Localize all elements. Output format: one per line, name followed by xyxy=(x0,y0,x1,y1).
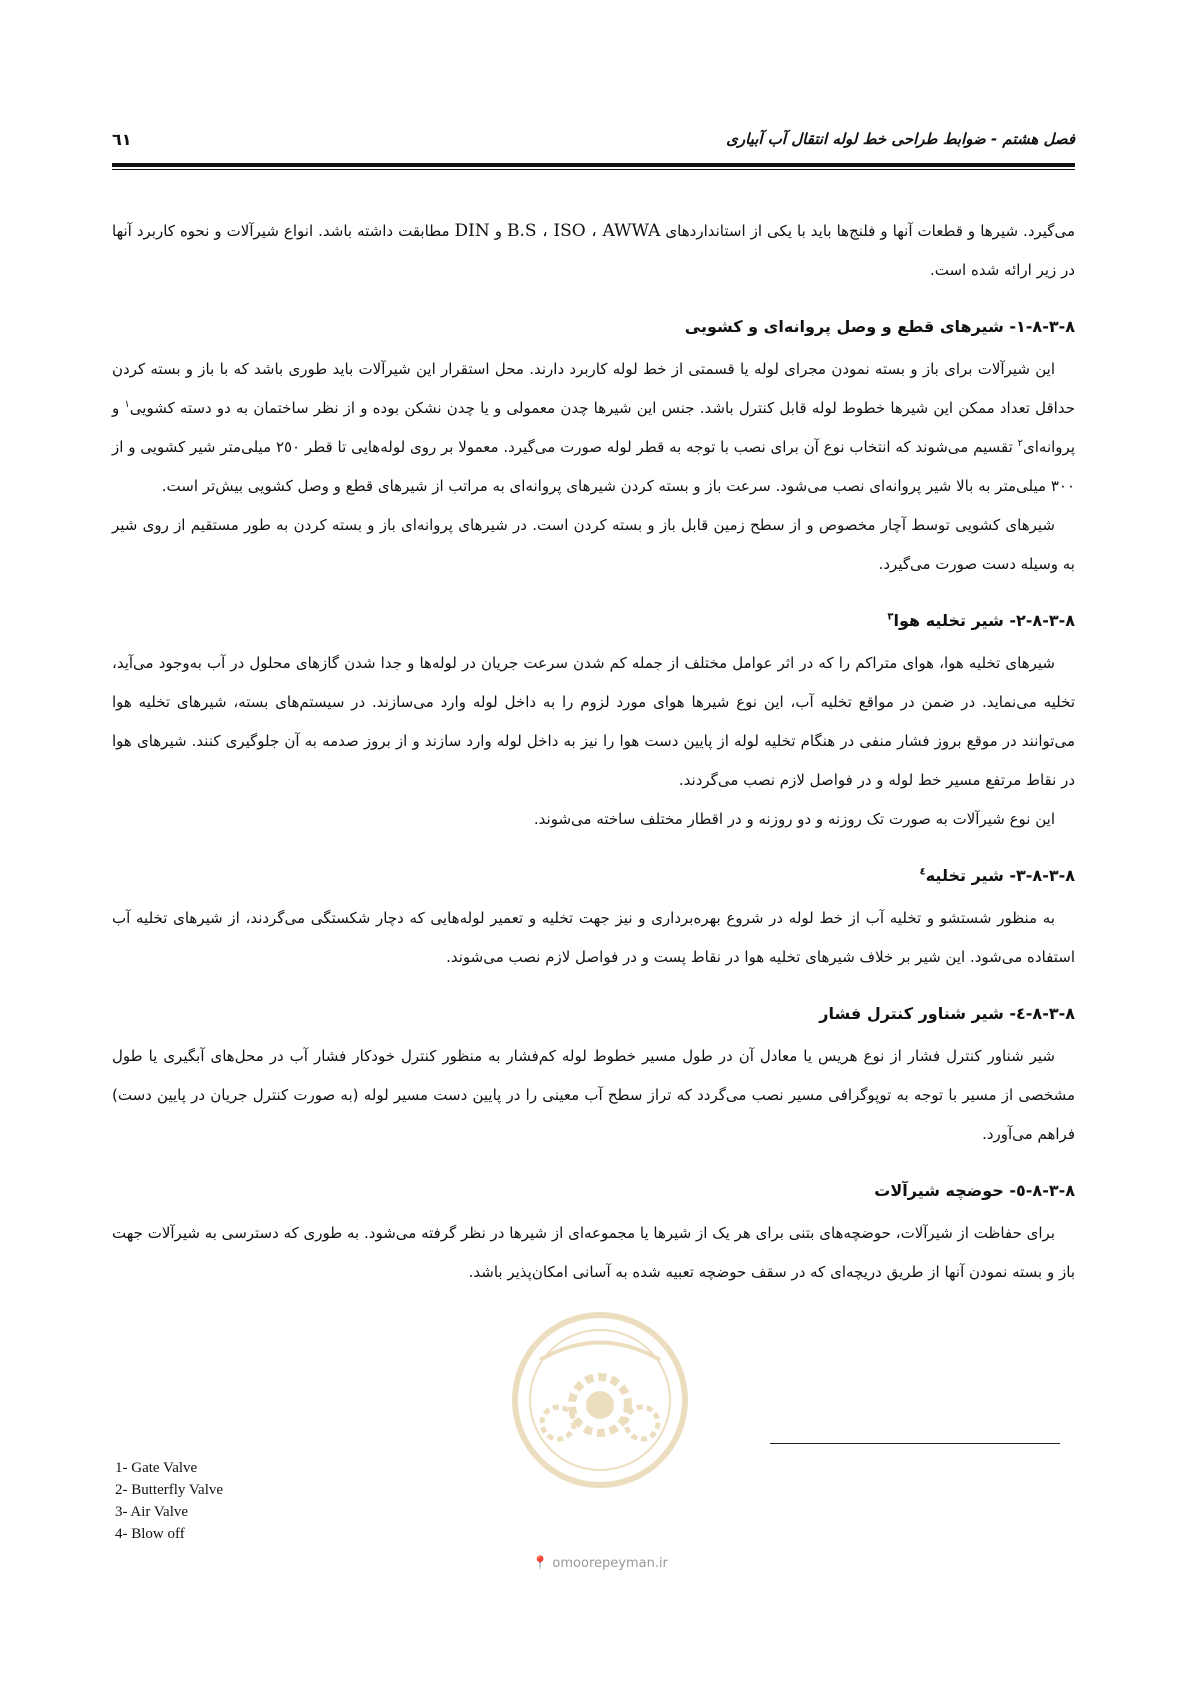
intro-conjunction: و xyxy=(489,222,508,240)
watermark-logo-icon xyxy=(500,1305,700,1495)
watermark-url: 📍 omoorepeyman.ir xyxy=(532,1556,668,1571)
intro-paragraph xyxy=(112,212,1075,290)
footnote-ref-1: ١ xyxy=(124,399,130,410)
section3-paragraph-1: به منظور شستشو و تخلیه آب از خط لوله در شروع بهره‌برداری و نیز جهت تخلیه و تعمیر لوله‌هایی که دچار شکستگی می‌گردند، از شیرهای تخلیه آب استفاده می‌شود. این شیر بر خلاف شیرهای تخلیه هوا در نقاط پست و در فواصل لازم نصب می‌شوند. xyxy=(112,909,1075,966)
main-content xyxy=(112,212,1075,1292)
page-number: ٦١ xyxy=(112,130,132,149)
section1-text-c: تقسیم می‌شوند که انتخاب نوع آن برای نصب با توجه به قطر لوله صورت می‌گیرد. معمولا بر روی لوله‌هایی تا قطر ٢٥٠ میلی‌متر شیر کشویی و از ٣٠٠ میلی‌متر به بالا شیر پروانه‌ای نصب می‌شود. سرعت باز و بسته کردن شیرهای پروانه‌ای به مراتب از شیرهای قطع و وصل کشویی بیش‌تر است. xyxy=(112,438,1075,495)
section1-text-b: و پروانه‌ای xyxy=(112,399,1075,456)
section5-paragraph-1: برای حفاظت از شیرآلات، حوضچه‌های بتنی برای هر یک از شیرها یا مجموعه‌ای از شیرها در نظر گرفته می‌شود. به طوری که دسترسی به شیرآلات جهت باز و بسته نمودن آنها از طریق دریچه‌ای که در سقف حوضچه تعبیه شده به آسانی امکان‌پذیر باشد. xyxy=(112,1224,1075,1281)
standards-list: B.S ، ISO ، AWWA xyxy=(507,221,661,241)
section4-paragraph-1: شیر شناور کنترل فشار از نوع هریس یا معادل آن در طول مسیر خطوط لوله کم‌فشار به منظور کنترل خودکار فشار آب در محل‌های آبگیری یا طول مشخصی از مسیر با توجه به توپوگرافی مسیر نصب می‌گردد که تراز سطح آب معینی را در پایین دست مسیر لوله (به صورت کنترل جریان در پایین دست) فراهم می‌آورد. xyxy=(112,1047,1075,1143)
intro-text-start: می‌گیرد. شیرها و قطعات آنها و فلنج‌ها باید با یکی از استانداردهای xyxy=(660,222,1075,240)
footnote-1: 1- Gate Valve xyxy=(115,1460,198,1476)
footnote-3: 3- Air Valve xyxy=(115,1504,189,1520)
footnote-2: 2- Butterfly Valve xyxy=(115,1482,224,1498)
section-heading-4: ٨-٣-٨-٤- شیر شناور کنترل فشار xyxy=(819,1004,1075,1023)
footnote-divider xyxy=(770,1443,1060,1444)
footnote-ref-2: ٢ xyxy=(1017,438,1023,449)
section1-paragraph-1 xyxy=(112,350,1075,506)
chapter-title: فصل هشتم - ضوابط طراحی خط لوله انتقال آب آبیاری xyxy=(726,130,1075,148)
section1-paragraph-2: شیرهای کشویی توسط آچار مخصوص و از سطح زمین قابل باز و بسته کردن است. در شیرهای پروانه‌ای باز و بسته کردن به طور مستقیم از روی شیر به وسیله دست صورت می‌گیرد. xyxy=(112,516,1075,573)
section2-paragraph-1: شیرهای تخلیه هوا، هوای متراکم را که در اثر عوامل مختلف از جمله کم شدن سرعت جریان در لوله‌ها و جدا شدن گازهای محلول در آب به‌وجود می‌آید، تخلیه می‌نماید. در ضمن در مواقع تخلیه آب، این نوع شیرها هوای مورد لزوم را به داخل لوله وارد می‌سازند. در سیستم‌های بسته، شیرهای تخلیه هوا می‌توانند در موقع بروز فشار منفی در هنگام تخلیه لوله از پایین دست هوا را نیز به داخل لوله وارد سازند و از بروز صدمه به آن جلوگیری کنند. شیرهای هوا در نقاط مرتفع مسیر خط لوله و در فواصل لازم نصب می‌گردند. xyxy=(112,654,1075,789)
section2-heading-text: ٨-٣-٨-٢- شیر تخلیه هوا xyxy=(893,611,1075,630)
section1-text-a: این شیرآلات برای باز و بسته نمودن مجرای لوله یا قسمتی از خط لوله کاربرد دارند. محل استقرار این شیرآلات باید طوری باشد که با باز و بسته کردن حداقل تعداد ممکن این شیرها خطوط لوله قابل کنترل باشد. جنس این شیرها چدن معمولی و یا چدن نشکن بوده و از نظر ساختمان به دو دسته کشویی xyxy=(112,360,1075,417)
watermark-url-text: omoorepeyman.ir xyxy=(552,1556,668,1571)
footnote-ref-3: ٣ xyxy=(887,611,894,623)
section-heading-1: ٨-٣-٨-١- شیرهای قطع و وصل پروانه‌ای و کشویی xyxy=(684,317,1075,336)
page-header xyxy=(112,130,1075,158)
section3-heading-text: ٨-٣-٨-٣- شیر تخلیه xyxy=(925,866,1075,885)
din-standard: DIN xyxy=(454,221,490,241)
section-heading-3 xyxy=(112,859,1075,893)
intro-text-end: مطابقت داشته باشد. انواع شیرآلات و نحوه کاربرد آنها در زیر ارائه شده است. xyxy=(112,222,1075,279)
section-heading-5: ٨-٣-٨-٥- حوضچه شیرآلات xyxy=(874,1181,1075,1200)
header-divider xyxy=(112,163,1075,170)
footnotes xyxy=(115,1457,223,1545)
section2-paragraph-2: این نوع شیرآلات به صورت تک روزنه و دو روزنه و در اقطار مختلف ساخته می‌شوند. xyxy=(533,810,1055,828)
footnote-4: 4- Blow off xyxy=(115,1526,185,1542)
section-heading-2 xyxy=(112,604,1075,638)
footnote-ref-4: ٤ xyxy=(919,866,926,878)
